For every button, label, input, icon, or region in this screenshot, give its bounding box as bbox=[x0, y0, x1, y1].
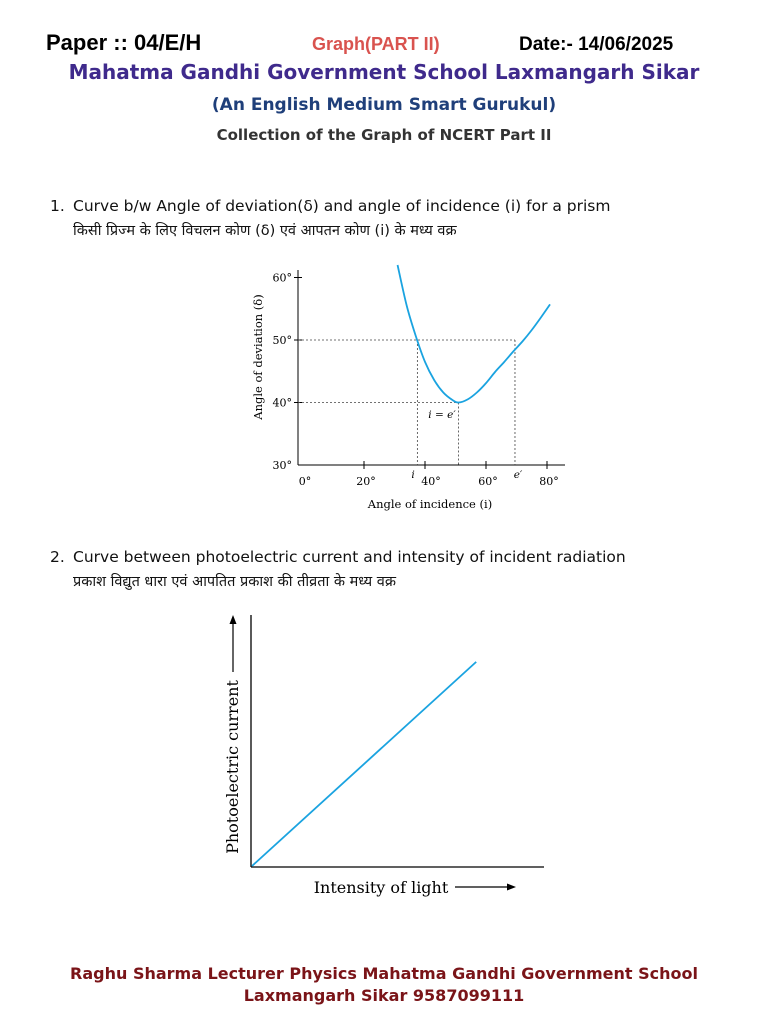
chart2-line bbox=[252, 662, 476, 866]
question-1-number: 1. bbox=[50, 197, 65, 215]
footer-line-2: Laxmangarh Sikar 9587099111 bbox=[243, 986, 525, 1005]
chart1-e-label: e′ bbox=[513, 469, 523, 481]
chart1-x-tick-label: 40° bbox=[421, 475, 441, 488]
chart1-x-tick-label: 80° bbox=[539, 475, 559, 488]
chart1-y-tick-label: 60° bbox=[272, 271, 292, 285]
question-1-text-hi: किसी प्रिज्म के लिए विचलन कोण (δ) एवं आपतन कोण (i) के मध्य वक्र bbox=[73, 223, 457, 239]
chart2-xlabel: Intensity of light bbox=[313, 878, 449, 897]
chart2-x-arrowhead bbox=[507, 884, 516, 891]
chart2-y-arrowhead bbox=[230, 615, 237, 624]
chart1-x-tick-label: 60° bbox=[478, 475, 498, 488]
chart1-y-tick-label: 30° bbox=[272, 459, 292, 472]
chart1-x-tick-label: 20° bbox=[356, 475, 376, 488]
date: Date:- 14/06/2025 bbox=[519, 34, 674, 55]
footer-line-1: Raghu Sharma Lecturer Physics Mahatma Gandhi Government School bbox=[70, 964, 698, 983]
collection-title: Collection of the Graph of NCERT Part II bbox=[216, 126, 552, 144]
paper-code: Paper :: 04/E/H bbox=[46, 30, 202, 55]
question-1-text-en: Curve b/w Angle of deviation(δ) and angle of incidence (i) for a prism bbox=[73, 197, 611, 215]
school-name: Mahatma Gandhi Government School Laxmangarh Sikar bbox=[68, 60, 700, 84]
chart1-min-label: i = e′ bbox=[428, 409, 456, 421]
question-2-number: 2. bbox=[50, 548, 65, 566]
chart1-i-label: i bbox=[411, 469, 415, 481]
chart1-ylabel: Angle of deviation (δ) bbox=[251, 294, 265, 420]
school-subtitle: (An English Medium Smart Gurukul) bbox=[211, 95, 557, 115]
question-2-text-hi: प्रकाश विद्युत धारा एवं आपतित प्रकाश की तीव्रता के मध्य वक्र bbox=[73, 574, 396, 590]
chart1-y-tick-label: 40° bbox=[272, 396, 292, 410]
chart2-ylabel: Photoelectric current bbox=[223, 680, 242, 854]
chart1-xlabel: Angle of incidence (i) bbox=[367, 497, 493, 511]
question-2-text-en: Curve between photoelectric current and intensity of incident radiation bbox=[73, 548, 626, 566]
part-title: Graph(PART II) bbox=[312, 34, 440, 54]
chart1-x-tick-label: 0° bbox=[298, 475, 312, 488]
chart1-y-tick-label: 50° bbox=[272, 334, 292, 347]
